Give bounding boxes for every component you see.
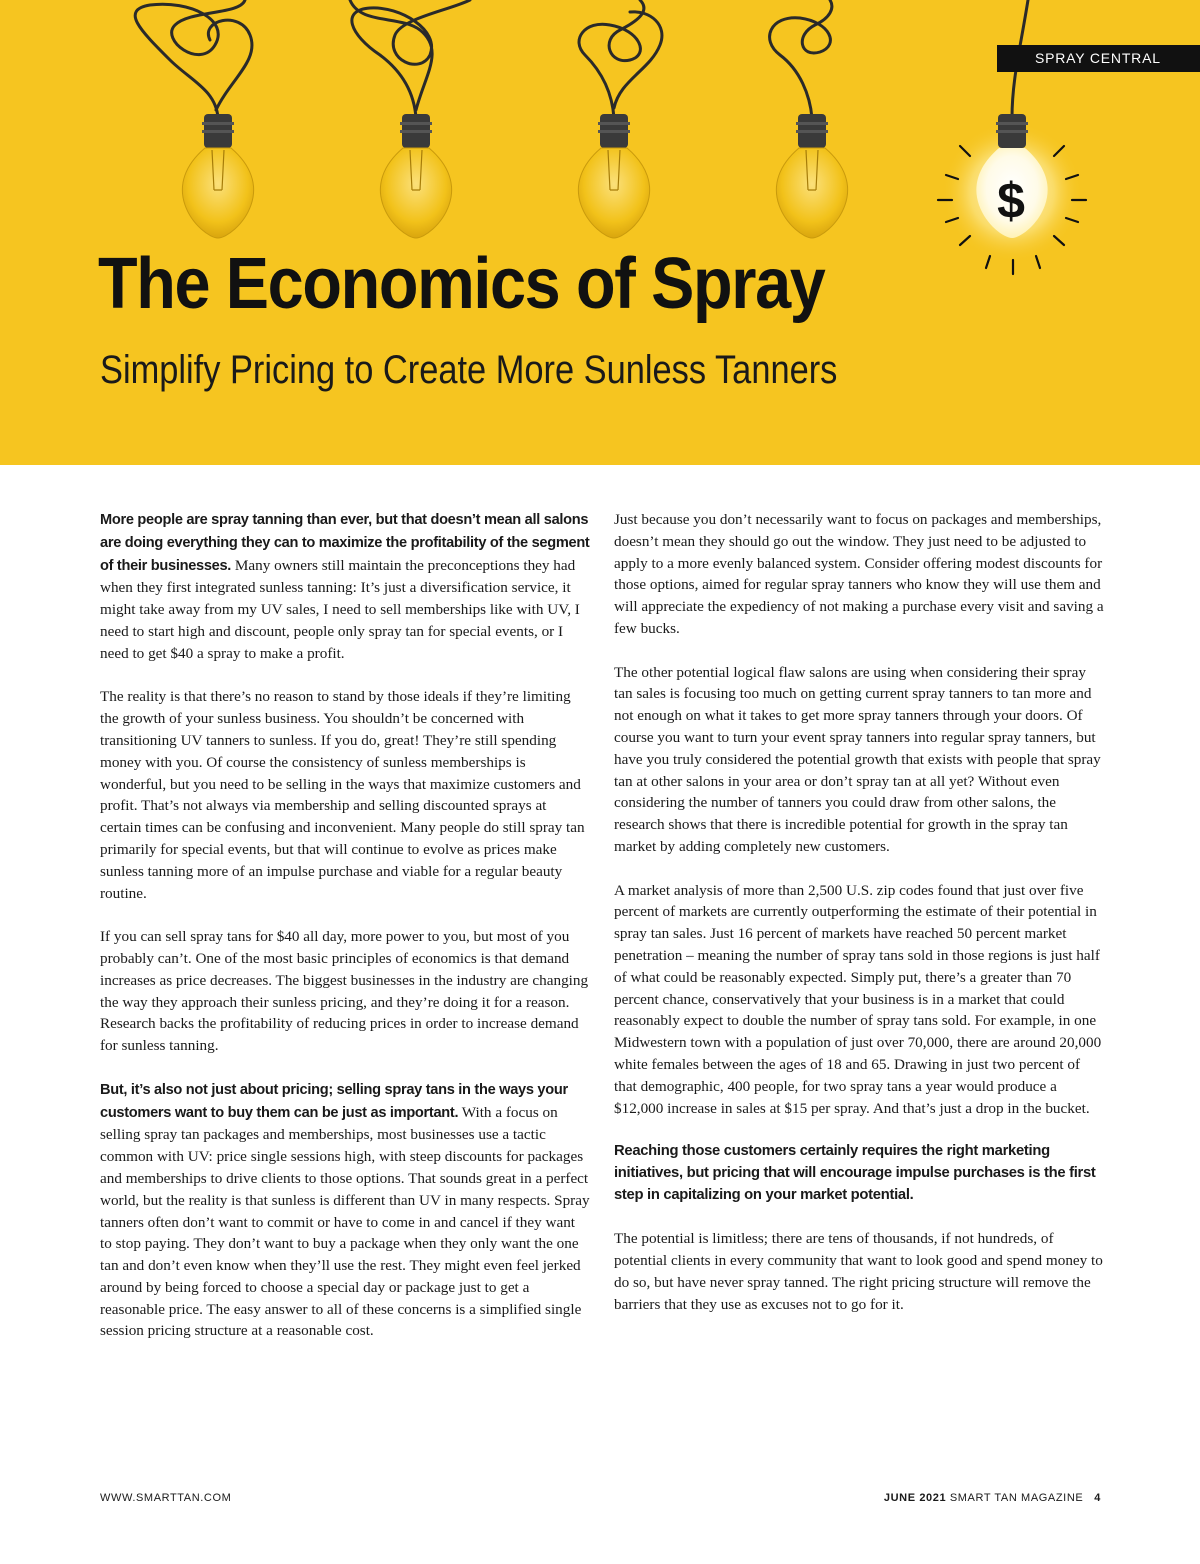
light-bulb-icon: [182, 114, 253, 238]
article-column-right: [614, 509, 1106, 1337]
highlight-paragraph: Reaching those customers certainly requires the right marketing initiatives, but pricing that will encourage impulse purchases is the first step in capitalizing on your market potential.: [614, 1143, 1096, 1203]
lead-in-text: But, it’s also not just about pricing; selling spray tans in the ways your customers want to buy them can be just as important.: [100, 1081, 568, 1121]
footer-issue-info: [884, 1492, 1101, 1504]
paragraph: [100, 1079, 590, 1343]
light-bulb-icon: [776, 114, 847, 238]
paragraph: The potential is limitless; there are tens of thousands, if not hundreds, of potential clients in every community that want to look good and spend money to do so, but have never spray tanned. The right pricing structure will remove the barriers that they use as excuses not to go for it.: [614, 1230, 1103, 1313]
lead-in-text: More people are spray tanning than ever, but that doesn’t mean all salons are doing everything they can to maximize the profitability of the segment of their businesses.: [100, 512, 590, 574]
section-tag: SPRAY CENTRAL: [997, 45, 1200, 72]
dollar-light-bulb-icon: [938, 114, 1086, 274]
footer-magazine: SMART TAN MAGAZINE: [946, 1492, 1084, 1504]
paragraph: A market analysis of more than 2,500 U.S. zip codes found that just over five percent of markets are currently outperforming the estimate of their potential in spray tan sales. Just 16 percent of markets have reached 50 percent market penetration – meaning the number of spray tans sold in those regions is just half of what could be reasonably expected. Simply put, there’s a greater than 70 percent chance, conservatively that your business is in a market that could reasonably expect to double the number of spray tans sold. For example, in one Midwestern town with a population of just over 70,000, there are around 20,000 white females between the ages of 18 and 65. Drawing in just two percent of that demographic, 400 people, for two spray tans a year would produce a $12,000 increase in sales at $15 per spray. And that’s just a drop in the bucket.: [614, 881, 1102, 1117]
article-column-left: [100, 509, 590, 1364]
paragraph: Just because you don’t necessarily want to focus on packages and memberships, doesn’t mean they should go out the window. They just need to be adjusted to apply to a more evenly balanced system. Consider offering modest discounts for those options, aimed for regular spray tanners who know they will use them and will appreciate the expediency of not making a purchase every visit and saving a few bucks.: [614, 511, 1104, 637]
dollar-sign: $: [997, 173, 1025, 229]
hero-banner: [0, 0, 1200, 465]
light-bulb-icon: [380, 114, 451, 238]
paragraph: If you can sell spray tans for $40 all day, more power to you, but most of you probably can’t. One of the most basic principles of economics is that demand increases as price decreases. The biggest businesses in the industry are changing the way they approach their sunless pricing, and they’re doing it for a reason. Research backs the profitability of reducing prices in order to increase demand for sunless tanning.: [100, 928, 589, 1055]
article-title: The Economics of Spray: [98, 244, 825, 324]
paragraph: The reality is that there’s no reason to stand by those ideals if they’re limiting the growth of your sunless business. You shouldn’t be concerned with transitioning UV tanners to sunless. If you do, great! They’re still spending money with you. Of course the consistency of sunless memberships is wonderful, but you need to be selling in the ways that maximize customers and profit. That’s not always via membership and selling discounted sprays at certain times can be confusing and inconvenient. Many people do still spray tan primarily for special events, but that will continue to evolve as prices make sunless tanning more of an impulse purchase and viable for a regular beauty routine.: [100, 688, 585, 902]
light-bulb-icon: [578, 114, 649, 238]
page-number: 4: [1094, 1492, 1101, 1504]
footer-date: JUNE 2021: [883, 1492, 947, 1504]
article-subtitle: Simplify Pricing to Create More Sunless Tanners: [100, 348, 838, 392]
paragraph: [100, 509, 590, 665]
paragraph: The other potential logical flaw salons are using when considering their spray tan sales is focusing too much on getting current spray tanners to tan more and not enough on what it takes to get more spray tanners through your doors. Of course you want to turn your event spray tanners into regular spray tanners, but have you truly considered the potential growth that exists with people that spray tan at other salons in your area or don’t spray tan at all yet? Without even considering the number of tanners you could draw from other salons, the research shows that there is incredible potential for growth in the spray tan market by adding completely new customers.: [614, 663, 1101, 855]
footer-website: WWW.SMARTTAN.COM: [100, 1492, 232, 1504]
body-text: With a focus on selling spray tan packages and memberships, most businesses use a tactic common with UV: price single sessions high, with steep discounts for packages and memberships to drive clients to those options. That sounds great in a perfect world, but the reality is that sunless is different than UV in many respects. Spray tanners often don’t want to commit or have to come in and cancel if they want to stop paying. They don’t want to buy a package when they only want the one tan and don’t even know when they’ll use the rest. They might even feel jerked around by being forced to choose a special day or package just to get a reasonable price. The easy answer to all of these concerns is a simplified single session pricing structure at a reasonable cost.: [100, 1103, 590, 1340]
body-text: Many owners still maintain the preconceptions they had when they first integrated sunless tanning: It’s just a diversification service, it might take away from my UV sales, I need to sell memberships like with UV, I need to start high and discount, people only spray tan for special events, or I need to get $40 a spray to make a profit.: [100, 556, 580, 662]
